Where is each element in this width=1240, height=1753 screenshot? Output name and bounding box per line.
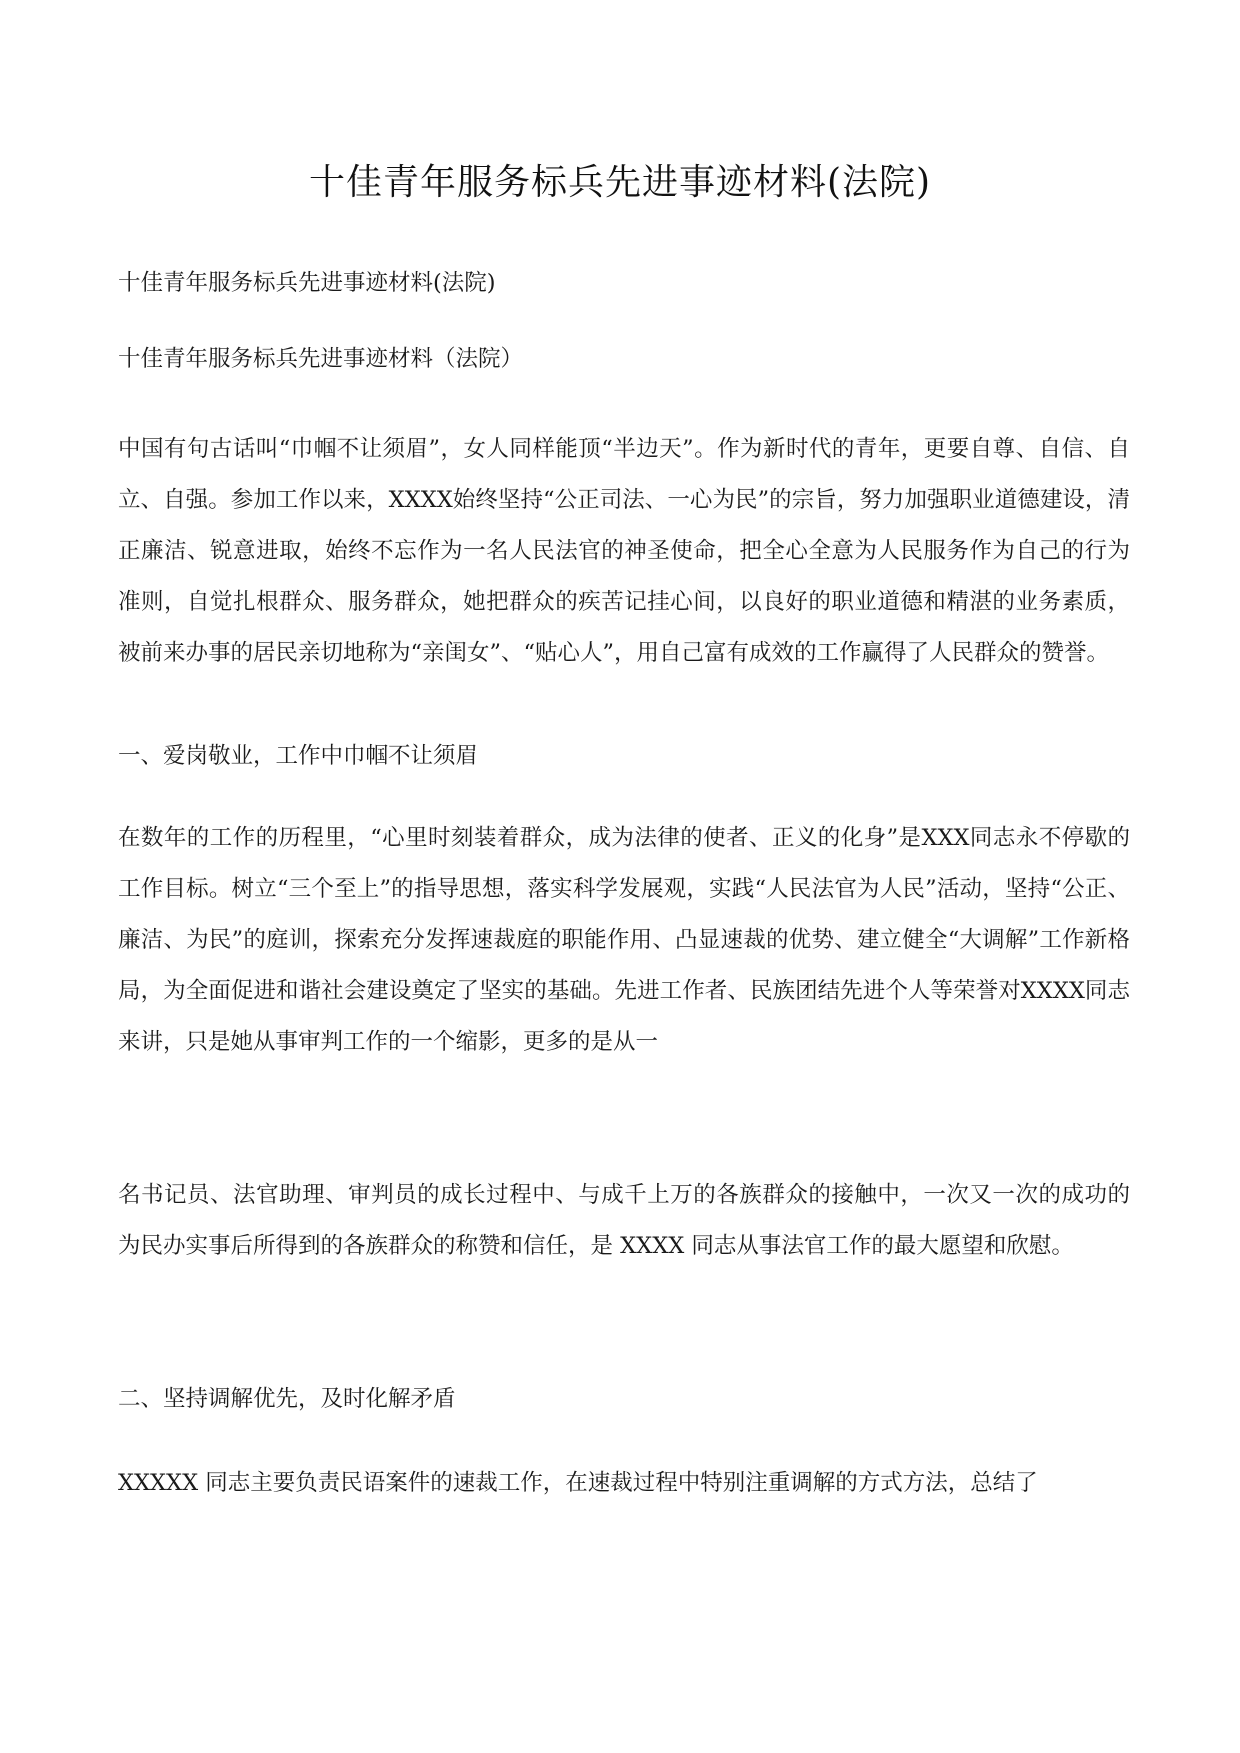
- section-heading-2: 二、坚持调解优先，及时化解矛盾: [118, 1386, 456, 1412]
- subtitle-line-2: 十佳青年服务标兵先进事迹材料（法院）: [118, 346, 524, 372]
- document-title: 十佳青年服务标兵先进事迹材料(法院): [308, 162, 932, 203]
- section-heading-1: 一、爱岗敬业，工作中巾帼不让须眉: [118, 743, 479, 769]
- intro-paragraph: 中国有句古话叫“巾帼不让须眉”，女人同样能顶“半边天”。作为新时代的青年，更要自尊、自信、自立、自强。参加工作以来，XXXX始终坚持“公正司法、一心为民”的宗旨，努力加强职业道德建设，清正廉洁、锐意进取，始终不忘作为一名人民法官的神圣使命，把全心全意为人民服务作为自己的行为准则，自觉扎根群众、服务群众，她把群众的疾苦记挂心间，以良好的职业道德和精湛的业务素质，被前来办事的居民亲切地称为“亲闺女”、“贴心人”，用自己富有成效的工作赢得了人民群众的赞誉。: [118, 436, 1130, 666]
- section-1-paragraph-2: 名书记员、法官助理、审判员的成长过程中、与成千上万的各族群众的接触中，一次又一次的成功的为民办实事后所得到的各族群众的称赞和信任，是 XXXX 同志从事法官工作的最大愿望和欣慰。: [118, 1182, 1130, 1259]
- section-1-paragraph-1: 在数年的工作的历程里，“心里时刻装着群众，成为法律的使者、正义的化身”是XXX同志永不停歇的工作目标。树立“三个至上”的指导思想，落实科学发展观，实践“人民法官为人民”活动，坚持“公正、廉洁、为民”的庭训，探索充分发挥速裁庭的职能作用、凸显速裁的优势、建立健全“大调解”工作新格局，为全面促进和谐社会建设奠定了坚实的基础。先进工作者、民族团结先进个人等荣誉对XXXX同志来讲，只是她从事审判工作的一个缩影，更多的是从一: [118, 825, 1130, 1055]
- subtitle-line-1: 十佳青年服务标兵先进事迹材料(法院): [118, 270, 496, 296]
- section-2-paragraph-1: XXXXX 同志主要负责民语案件的速裁工作，在速裁过程中特别注重调解的方式方法，总结了: [118, 1470, 1038, 1496]
